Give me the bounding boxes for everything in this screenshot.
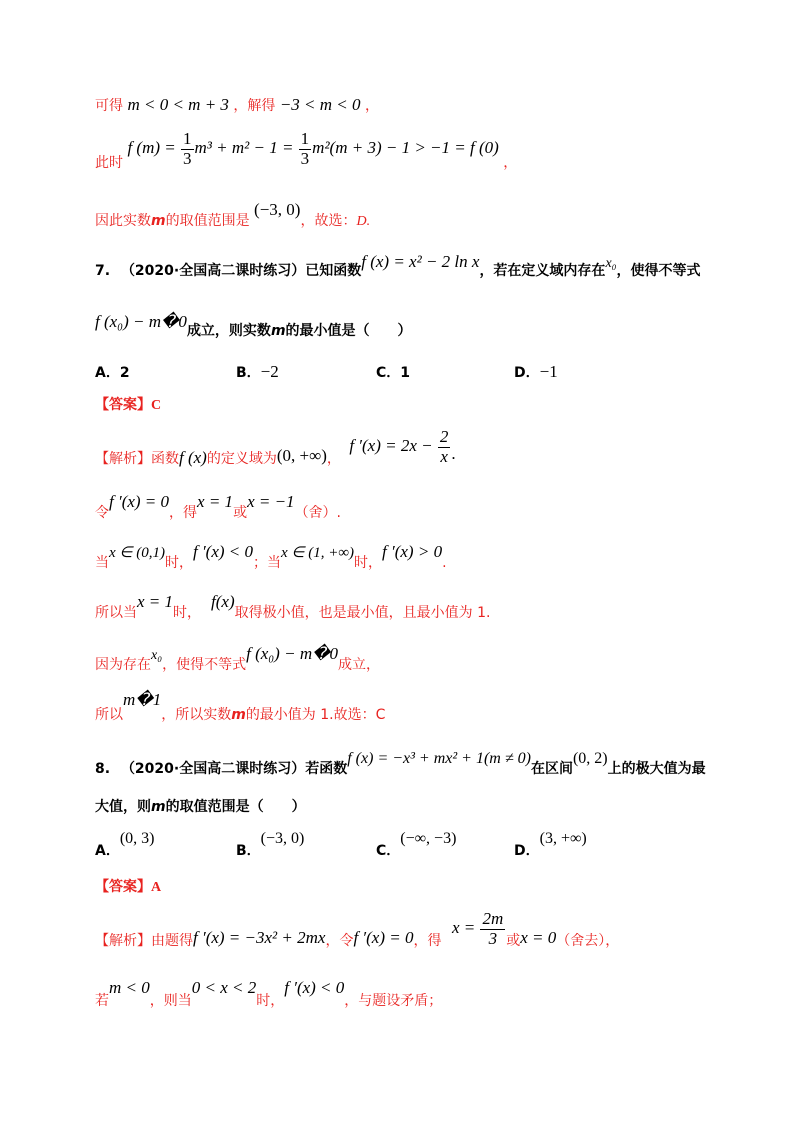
answer: D. — [356, 214, 371, 229]
text: 的取值范围是（ ） — [165, 799, 306, 815]
question-7-line-2 — [95, 312, 412, 339]
text: 令 — [95, 505, 109, 521]
inequality: −3 < m < 0 — [279, 95, 361, 114]
text: 因此实数 — [95, 213, 151, 229]
text: 可得 — [95, 98, 123, 114]
variable: m — [151, 213, 166, 229]
variable: m — [231, 707, 246, 723]
text: 时， — [173, 605, 202, 621]
text: 若函数 — [305, 761, 348, 777]
text: 的最小值为 1.故选：C — [245, 707, 386, 723]
answer-tag: 【答案】 — [95, 397, 151, 413]
text: 已知函数 — [305, 263, 362, 279]
text: ，与题设矛盾； — [344, 993, 443, 1009]
text: ，故选： — [300, 213, 357, 229]
text: 时， — [354, 555, 383, 571]
text: 时， — [256, 993, 285, 1009]
fraction: $\frac{1}{3}$ — [300, 129, 310, 168]
condition: m < 0 — [109, 978, 150, 997]
text: 由题得 — [151, 933, 193, 950]
solution-line-2 — [95, 129, 518, 172]
answer-value: C — [151, 398, 162, 413]
text: 在区间 — [530, 761, 573, 777]
interval: (−3, 0) — [254, 200, 301, 219]
formula: m³ + m² − 1 = — [194, 138, 298, 158]
interval: (0, 2) — [572, 750, 608, 767]
question-source: （2020·全国高二课时练习） — [120, 761, 306, 777]
option-d: D．−1 — [514, 362, 558, 381]
inequality: m < 0 < m + 3 — [127, 95, 229, 114]
text: （舍去）， — [556, 933, 620, 950]
question-number: 7. — [95, 263, 111, 279]
text: ， — [364, 98, 379, 114]
text: 成立， — [338, 657, 381, 673]
text: ，则当 — [149, 993, 192, 1009]
text: ，解得 — [233, 98, 276, 114]
answer-value: A — [151, 880, 162, 895]
derivative-sign: f ′(x) < 0 — [192, 542, 253, 561]
solution-7-line-3 — [95, 542, 447, 571]
text: 的取值范围是 — [165, 213, 250, 229]
fraction: $\frac{1}{3}$ — [183, 129, 192, 168]
option-a: A．(0, 3) — [95, 830, 155, 859]
text: 的定义域为 — [206, 451, 277, 468]
text: 取得极小值，也是最小值，且最小值为 1. — [234, 605, 491, 621]
option-d: D．(3, +∞) — [514, 830, 587, 859]
text: 函数 — [151, 451, 179, 468]
root: x = −1 — [247, 492, 295, 511]
answer-8 — [95, 876, 161, 896]
text: 所以 — [95, 707, 123, 723]
derivative-sign: f ′(x) > 0 — [382, 542, 443, 561]
solution-8-line-2 — [95, 978, 443, 1009]
answer-tag: 【答案】 — [95, 879, 151, 895]
solution-7-line-2 — [95, 492, 342, 521]
inequality: f (x₀) − m�0 — [246, 644, 339, 663]
derivative: f ′(x) = 2x − — [349, 436, 437, 456]
question-7-line-1 — [95, 252, 701, 279]
interval: x ∈ (0,1) — [109, 545, 165, 561]
text: ；当 — [253, 555, 281, 571]
text: ， — [503, 155, 518, 172]
option-c: C．(−∞, −3) — [376, 830, 457, 859]
text: ，使得不等式 — [162, 657, 247, 673]
solution-7-line-4 — [95, 592, 491, 621]
text: 若 — [95, 993, 109, 1009]
text: 的最小值是（ ） — [285, 323, 412, 339]
text: ，得 — [169, 505, 198, 521]
option-b: B．−2 — [236, 362, 279, 381]
fraction: $\frac{2}{x}$ — [439, 427, 449, 466]
domain: (0, +∞) — [276, 446, 327, 466]
text: 当 — [95, 555, 109, 571]
text: 所以当 — [95, 605, 137, 621]
option-a: A．2 — [95, 365, 130, 381]
text: （舍）. — [294, 505, 342, 521]
variable: m — [151, 799, 166, 815]
text: ，令 — [325, 933, 354, 950]
formula: f(x) — [211, 592, 235, 611]
function-formula: f (x) = x² − 2 ln x — [361, 252, 480, 271]
text: ，使得不等式 — [616, 263, 701, 279]
option-b: B．(−3, 0) — [236, 830, 305, 859]
formula: f (m) = — [127, 138, 180, 158]
text: 或 — [506, 933, 521, 950]
text: 因为存在 — [95, 657, 151, 673]
text: 此时 — [95, 155, 123, 172]
solution-8-line-1 — [95, 910, 619, 948]
question-8-line-2 — [95, 796, 306, 816]
text: ，若在定义域内存在 — [479, 263, 606, 279]
formula: m²(m + 3) − 1 > −1 = f (0) — [312, 138, 499, 158]
question-8-line-1 — [95, 748, 706, 777]
inequality: f (x₀) − m�0 — [95, 312, 187, 331]
text: 大值，则 — [95, 799, 151, 815]
option-c: C．1 — [376, 365, 411, 381]
text: . — [451, 444, 456, 464]
text: 或 — [233, 505, 248, 521]
root: x = 1 — [197, 492, 234, 511]
text: 成立，则实数 — [186, 323, 271, 339]
text: ，所以实数 — [161, 707, 232, 723]
text: . — [442, 555, 447, 571]
question-number: 8. — [95, 761, 111, 777]
formula: f (x) — [179, 448, 207, 468]
question-source: （2020·全国高二课时练习） — [120, 263, 306, 279]
solution-line-3 — [95, 200, 371, 229]
solution-7-line-1 — [95, 428, 456, 466]
fraction: $\frac{2m}{3}$ — [482, 909, 504, 948]
equation: x = 1 — [137, 592, 174, 611]
function-formula: f (x) = −x³ + mx² + 1(m ≠ 0) — [347, 750, 531, 767]
solution-7-line-6 — [95, 690, 386, 723]
derivative: f ′(x) = −3x² + 2mx — [193, 928, 326, 948]
variable: m — [270, 323, 286, 339]
equation: x = — [451, 918, 480, 938]
interval: x ∈ (1, +∞) — [281, 545, 355, 561]
variable: x₀ — [151, 648, 163, 663]
condition: 0 < x < 2 — [191, 978, 257, 997]
solution-line-1 — [95, 95, 379, 115]
answer-7 — [95, 394, 161, 414]
equation: f ′(x) = 0 — [353, 928, 414, 948]
derivative-sign: f ′(x) < 0 — [284, 978, 345, 997]
analysis-tag: 【解析】 — [95, 933, 151, 950]
analysis-tag: 【解析】 — [95, 451, 151, 468]
text: ，得 — [413, 933, 442, 950]
variable: x₀ — [605, 256, 617, 271]
text: 上的极大值为最 — [607, 761, 706, 777]
equation: f ′(x) = 0 — [109, 492, 170, 511]
solution-7-line-5 — [95, 644, 381, 673]
text: 时， — [164, 555, 193, 571]
text: ， — [326, 451, 341, 468]
root: x = 0 — [520, 928, 557, 948]
inequality: m�1 — [123, 690, 162, 709]
